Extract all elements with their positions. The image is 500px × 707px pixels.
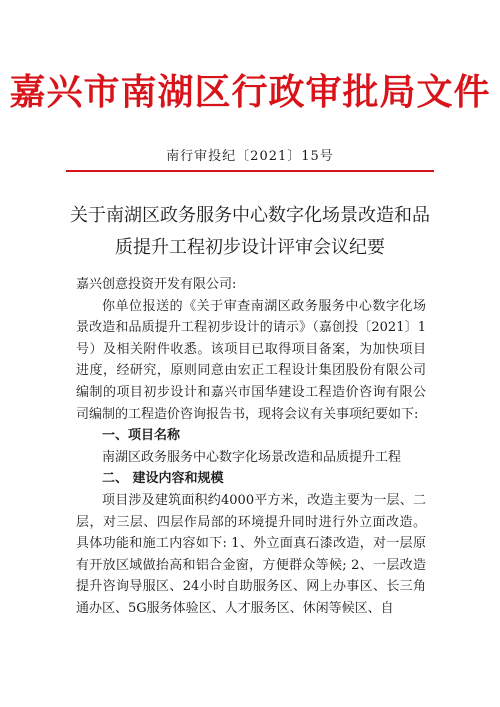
issuer-masthead: 嘉兴市南湖区行政审批局文件 (9, 71, 491, 113)
red-divider-line (66, 170, 434, 172)
document-title (40, 200, 460, 264)
title-line-1: 关于南湖区政务服务中心数字化场景改造和品 (70, 205, 430, 226)
document-body (76, 274, 426, 620)
section-2-text: 项目涉及建筑面积约4000平方米，改造主要为一层、二层，对三层、四层作局部的环境提升同时进行外立面改造。具体功能和施工内容如下: 1、外立面真石漆改造，对一层原有开放区域做抬高和铝合金窗，方便群众等候; 2、一层改造提升咨询导服区、24小时自助服务区、网上办事区、长三角通办区、5G服务体验区、人才服务区、休闲等候区、自 (76, 492, 426, 616)
document-number: 南行审投纪〔2021〕15号 (166, 149, 334, 164)
title-line-2: 质提升工程初步设计评审会议纪要 (115, 237, 385, 258)
section-2-heading: 二、 建设内容和规模 (102, 471, 224, 487)
addressee: 嘉兴创意投资开发有限公司: (76, 277, 237, 292)
body-paragraph-1: 你单位报送的《关于审查南湖区政务服务中心数字化场景改造和品质提升工程初步设计的请示》（嘉创投〔2021〕1号）及相关附件收悉。该项目已取得项目备案，为加快项目进度，经研究，原则同意由宏正工程设计集团股份有限公司编制的项目初步设计和嘉兴市国华建设工程造价咨询有限公司编制的工程造价咨询报告书，现将会议有关事项纪要如下: (76, 298, 426, 422)
section-1-text: 南湖区政务服务中心数字化场景改造和品质提升工程 (102, 449, 402, 465)
section-1-heading: 一、项目名称 (102, 428, 181, 444)
